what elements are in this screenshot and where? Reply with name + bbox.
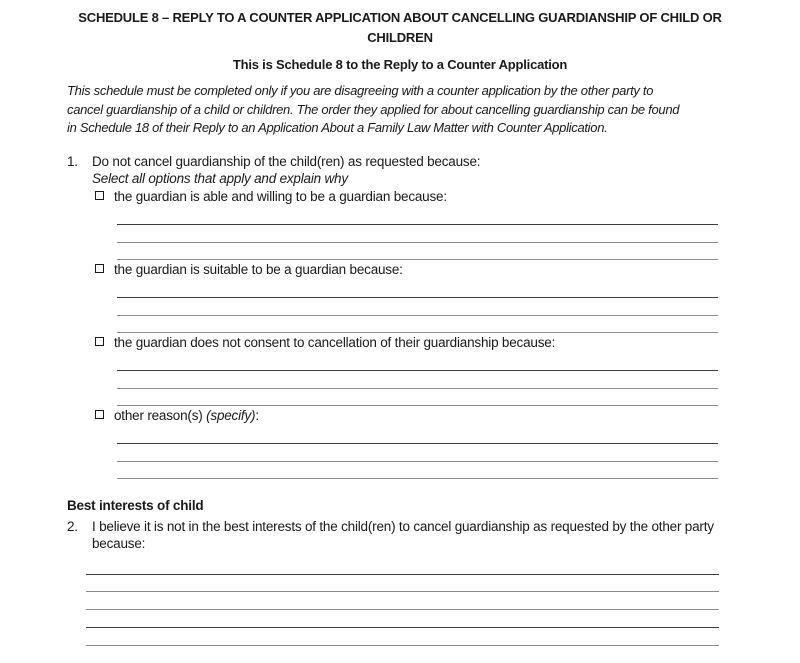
question-2-number: 2. (67, 518, 78, 534)
write-in-lines-other-reasons (117, 424, 718, 479)
form-body (67, 82, 723, 646)
intro-line-1: This schedule must be completed only if you are disagreeing with a counter application by the other party to (67, 83, 654, 98)
checkbox[interactable] (95, 191, 104, 200)
write-in-line[interactable] (86, 575, 719, 593)
checkbox[interactable] (95, 410, 104, 419)
option-label-specify: (specify) (206, 407, 256, 423)
option-guardian-suitable (95, 262, 723, 278)
write-in-lines-able-willing (117, 205, 718, 260)
write-in-lines-no-consent (117, 351, 718, 406)
write-in-line[interactable] (117, 371, 718, 389)
option-guardian-able-willing (95, 189, 723, 205)
question-1-number: 1. (67, 153, 78, 169)
write-in-line[interactable] (117, 205, 718, 225)
page-title: SCHEDULE 8 – REPLY TO A COUNTER APPLICATION ABOUT CANCELLING GUARDIANSHIP OF CHILD OR CHILDREN (78, 10, 722, 45)
write-in-line[interactable] (117, 424, 718, 444)
option-label-suffix: : (255, 407, 259, 423)
write-in-line[interactable] (117, 243, 718, 260)
answer-lines-best-interests (86, 553, 719, 646)
write-in-line[interactable] (117, 444, 718, 462)
select-all-instruction: Select all options that apply and explain why (92, 170, 348, 186)
intro-paragraph (67, 82, 723, 138)
write-in-line[interactable] (86, 553, 719, 575)
intro-line-3: in Schedule 18 of their Reply to an Application About a Family Law Matter with Counter Application. (67, 120, 608, 135)
write-in-line[interactable] (117, 225, 718, 243)
option-label (114, 408, 259, 424)
write-in-line[interactable] (117, 351, 718, 371)
write-in-line[interactable] (86, 610, 719, 628)
question-1-prompt: Do not cancel guardianship of the child(ren) as requested because: (92, 153, 481, 169)
option-guardian-no-consent (95, 335, 723, 351)
write-in-line[interactable] (117, 278, 718, 298)
option-other-reasons (95, 408, 723, 424)
write-in-line[interactable] (117, 462, 718, 479)
write-in-line[interactable] (117, 316, 718, 333)
write-in-line[interactable] (86, 628, 719, 646)
option-label: the guardian is able and willing to be a guardian because: (114, 188, 447, 204)
question-2 (67, 518, 723, 553)
checkbox[interactable] (95, 337, 104, 346)
write-in-line[interactable] (86, 592, 719, 610)
question-1 (67, 153, 723, 170)
checkbox[interactable] (95, 264, 104, 273)
write-in-line[interactable] (117, 389, 718, 406)
option-label-prefix: other reason(s) (114, 407, 207, 423)
intro-line-2: cancel guardianship of a child or children. The order they applied for about cancelling guardianship can be found (67, 101, 680, 117)
option-label: the guardian does not consent to cancellation of their guardianship because: (114, 334, 556, 350)
question-2-prompt: I believe it is not in the best interests of the child(ren) to cancel guardianship as requested by the other party because: (92, 518, 714, 551)
write-in-lines-suitable (117, 278, 718, 333)
option-label: the guardian is suitable to be a guardian because: (114, 261, 403, 277)
page-subtitle: This is Schedule 8 to the Reply to a Counter Application (232, 57, 568, 72)
write-in-line[interactable] (117, 298, 718, 316)
best-interests-heading: Best interests of child (67, 497, 204, 513)
